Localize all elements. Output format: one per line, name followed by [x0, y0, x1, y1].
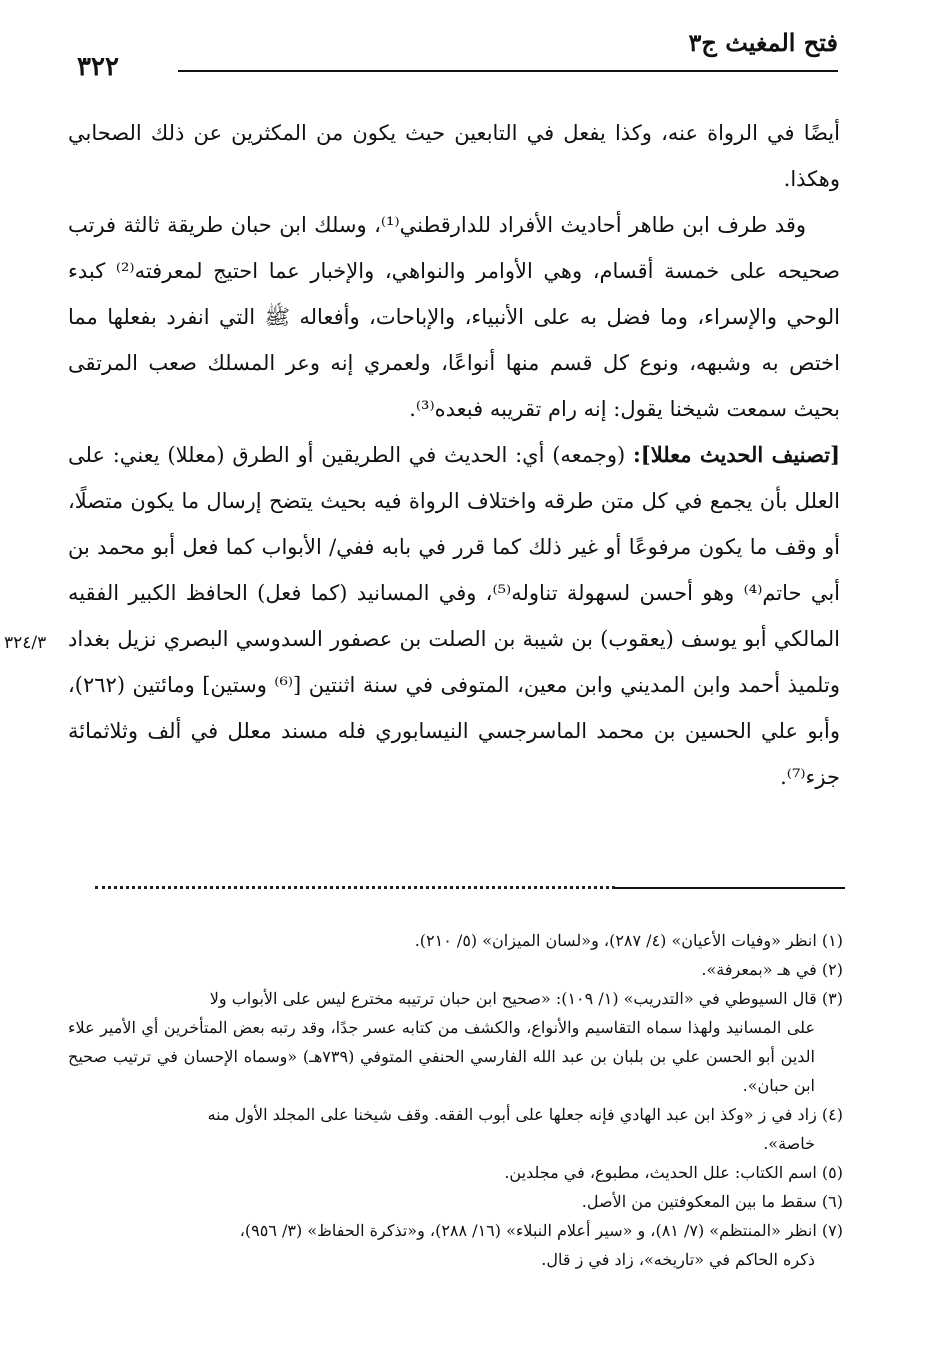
paragraph-3 — [68, 432, 840, 800]
paragraph-1: أيضًا في الرواة عنه، وكذا يفعل في التابعين حيث يكون من المكثرين عن ذلك الصحابي وهكذا. — [68, 121, 840, 191]
footnote-7 — [68, 1216, 843, 1274]
footnote-6 — [68, 1187, 843, 1216]
footnote-4 — [68, 1100, 843, 1158]
footnote-number: (١) — [821, 931, 843, 950]
paragraph-2: وقد طرف ابن طاهر أحاديث الأفراد للدارقطني⁽¹⁾، وسلك ابن حبان طريقة ثالثة فرتب صحيحه على خمسة أقسام، وهي الأوامر والنواهي، والإخبار عما احتيج لمعرفته⁽²⁾ كبدء الوحي والإسراء، وما فضل به على الأنبياء، والإباحات، وأفعاله ﷺ التي انفرد بفعلها مما اختص به وشبهه، ونوع كل قسم منها أنواعًا، ولعمري إنه وعر المسلك صعب المرتقى بحيث سمعت شيخنا يقول: إنه رام تقريبه فبعده⁽³⁾. — [68, 213, 840, 421]
footnote-text: في هـ «بمعرفة». — [701, 960, 817, 979]
footnote-text: اسم الكتاب: علل الحديث، مطبوع، في مجلدين. — [504, 1163, 817, 1182]
footnote-continuation: خاصة». — [763, 1134, 815, 1153]
footnote-continuation: على المسانيد ولهذا سماه التقاسيم والأنواع، والكشف من كتابه عسر جدًا، وقد رتبه بعض المتأخرين أي الأمير علاء الدين أبو الحسن علي بن بلبان بن عبد الله الفارسي الحنفي المتوفي (٧٣٩هـ) «وسماه الإحسان في ترتيب صحيح ابن حبان». — [68, 1018, 816, 1095]
header-rule — [178, 70, 838, 72]
section-heading: [تصنيف الحديث معللا]: — [633, 442, 841, 467]
page-header — [28, 22, 838, 82]
footnote-number: (٢) — [821, 960, 843, 979]
margin-page-reference: ٣٢٤/٣ — [4, 633, 47, 653]
text-end-rule — [615, 887, 845, 889]
footnotes — [68, 926, 843, 1274]
footnote-number: (٥) — [821, 1163, 843, 1182]
footnote-3 — [68, 984, 843, 1100]
footnote-1 — [68, 926, 843, 955]
running-title: فتح المغيث ج٣ — [688, 28, 838, 57]
footnote-number: (٦) — [821, 1192, 843, 1211]
footnote-separator — [95, 886, 615, 889]
page-number: ٣٢٢ — [28, 52, 168, 82]
footnote-text: انظر «وفيات الأعيان» (٤/ ٢٨٧)، و«لسان الميزان» (٥/ ٢١٠). — [414, 931, 817, 950]
footnote-text: زاد في ز «وكذ ابن عبد الهادي فإنه جعلها على أبوب الفقه. وقف شيخنا على المجلد الأول منه — [207, 1105, 817, 1124]
footnote-text: انظر «المنتظم» (٧/ ٨١)، و «سير أعلام النبلاء» (١٦/ ٢٨٨)، و«تذكرة الحفاظ» (٣/ ٩٥٦)، — [239, 1221, 817, 1240]
footnote-text: سقط ما بين المعكوفتين من الأصل. — [581, 1192, 817, 1211]
footnote-2 — [68, 955, 843, 984]
footnote-number: (٤) — [821, 1105, 843, 1124]
footnote-continuation: ذكره الحاكم في «تاريخه»، زاد في ز قال. — [541, 1250, 815, 1269]
footnote-5 — [68, 1158, 843, 1187]
footnote-number: (٣) — [821, 989, 843, 1008]
footnote-number: (٧) — [821, 1221, 843, 1240]
main-text — [68, 110, 840, 800]
paragraph-3-text: (وجمعه) أي: الحديث في الطريقين أو الطرق (معللا) يعني: على العلل بأن يجمع في كل متن طرقه واختلاف الرواة فيه بحيث يتضح إرسال ما يكون متصلًا، أو وقف ما يكون مرفوعًا أو غير ذلك كما قرر في بابه ففي/ الأبواب كما فعل أبو محمد بن أبي حاتم⁽⁴⁾ وهو أحسن لسهولة تناوله⁽⁵⁾، وفي المسانيد (كما فعل) الحافظ الكبير الفقيه المالكي أبو يوسف (يعقوب) بن شيبة بن الصلت بن عصفور السدوسي البصري نزيل بغداد وتلميذ أحمد وابن المديني وابن معين، المتوفى في سنة اثنتين [⁽⁶⁾ وستين] ومائتين (٢٦٢)، وأبو علي الحسين بن محمد الماسرجسي النيسابوري فله مسند معلل في ألف وثلاثمائة جزء⁽⁷⁾. — [68, 443, 841, 789]
footnote-text: قال السيوطي في «التدريب» (١/ ١٠٩): «صحيح ابن حبان ترتيبه مخترع ليس على الأبواب ولا — [209, 989, 817, 1008]
